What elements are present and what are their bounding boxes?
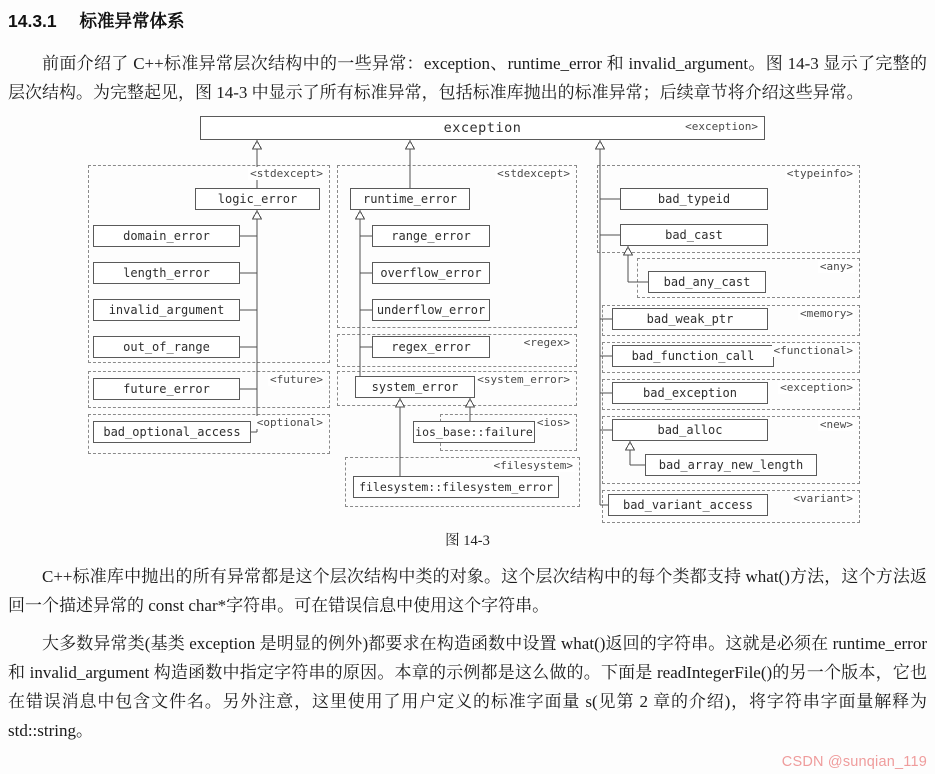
section-heading bbox=[8, 8, 927, 33]
section-number: 14.3.1 bbox=[8, 11, 57, 31]
header-tag-future: <future> bbox=[270, 373, 323, 386]
node-bad-alloc: bad_alloc bbox=[612, 419, 768, 441]
node-regex-error: regex_error bbox=[372, 336, 490, 358]
node-bad-exception: bad_exception bbox=[612, 382, 768, 404]
paragraph-2: C++标准库中抛出的所有异常都是这个层次结构中类的对象。这个层次结构中的每个类都支持 what()方法，这个方法返回一个描述异常的 const char*字符串。可在错误信息中使用这个字符串。 bbox=[8, 567, 927, 615]
node-invalid-argument: invalid_argument bbox=[93, 299, 240, 321]
header-tag-filesystem: <filesystem> bbox=[493, 459, 573, 472]
section-title: 标准异常体系 bbox=[79, 11, 185, 31]
header-tag-exception: <exception> bbox=[780, 381, 853, 394]
node-bad-typeid: bad_typeid bbox=[620, 188, 768, 210]
node-logic-error: logic_error bbox=[195, 188, 320, 210]
header-tag-ios: <ios> bbox=[536, 416, 570, 429]
node-exception bbox=[200, 116, 765, 140]
header-tag-functional: <functional> bbox=[773, 344, 853, 357]
node-bad-function-call: bad_function_call bbox=[612, 345, 774, 367]
header-tag-variant: <variant> bbox=[793, 492, 853, 505]
watermark: CSDN @sunqian_119 bbox=[781, 754, 927, 770]
node-domain-error: domain_error bbox=[93, 225, 240, 247]
header-tag-exception-root: <exception> bbox=[685, 120, 758, 133]
node-range-error: range_error bbox=[372, 225, 490, 247]
node-bad-array-new-length: bad_array_new_length bbox=[645, 454, 817, 476]
node-underflow-error: underflow_error bbox=[372, 299, 490, 321]
header-tag-stdexcept-mid: <stdexcept> bbox=[497, 167, 570, 180]
node-bad-variant-access: bad_variant_access bbox=[608, 494, 768, 516]
node-future-error: future_error bbox=[93, 378, 240, 400]
node-bad-any-cast: bad_any_cast bbox=[648, 271, 766, 293]
node-overflow-error: overflow_error bbox=[372, 262, 490, 284]
header-tag-stdexcept-left: <stdexcept> bbox=[250, 167, 323, 180]
header-tag-optional: <optional> bbox=[256, 416, 323, 429]
node-out-of-range: out_of_range bbox=[93, 336, 240, 358]
node-runtime-error: runtime_error bbox=[350, 188, 470, 210]
node-filesystem-error: filesystem::filesystem_error bbox=[353, 476, 559, 498]
header-tag-memory: <memory> bbox=[800, 307, 853, 320]
header-tag-new: <new> bbox=[819, 418, 853, 431]
node-bad-cast: bad_cast bbox=[620, 224, 768, 246]
header-tag-any: <any> bbox=[819, 260, 853, 273]
node-bad-optional-access: bad_optional_access bbox=[93, 421, 251, 443]
paragraph-1: 前面介绍了 C++标准异常层次结构中的一些异常：exception、runtime_error 和 invalid_argument。图 14-3 显示了完整的层次结构。为完整起见，图 14-3 中显示了所有标准异常，包括标准库抛出的标准异常；后续章节将介绍这些异常。 bbox=[8, 54, 927, 102]
node-system-error: system_error bbox=[355, 376, 475, 398]
figure-caption: 图 14-3 bbox=[445, 533, 490, 549]
node-length-error: length_error bbox=[93, 262, 240, 284]
node-ios-base-failure: ios_base::failure bbox=[413, 421, 535, 443]
node-bad-weak-ptr: bad_weak_ptr bbox=[612, 308, 768, 330]
paragraph-3: 大多数异常类(基类 exception 是明显的例外)都要求在构造函数中设置 what()返回的字符串。这就是必须在 runtime_error 和 invalid_argument 构造函数中指定字符串的原因。本章的示例都是这么做的。下面是 readIntegerFile()的另一个版本，它也在错误消息中包含文件名。另外注意，这里使用了用户定义的标准字面量 s(见第 2 章的介绍)，将字符串字面量解释为 std::string。 bbox=[8, 634, 927, 740]
header-tag-regex: <regex> bbox=[523, 336, 570, 349]
header-tag-typeinfo: <typeinfo> bbox=[786, 167, 853, 180]
node-label: exception bbox=[443, 120, 522, 136]
header-tag-system-error: <system_error> bbox=[477, 373, 570, 386]
exception-hierarchy-diagram bbox=[0, 113, 935, 525]
